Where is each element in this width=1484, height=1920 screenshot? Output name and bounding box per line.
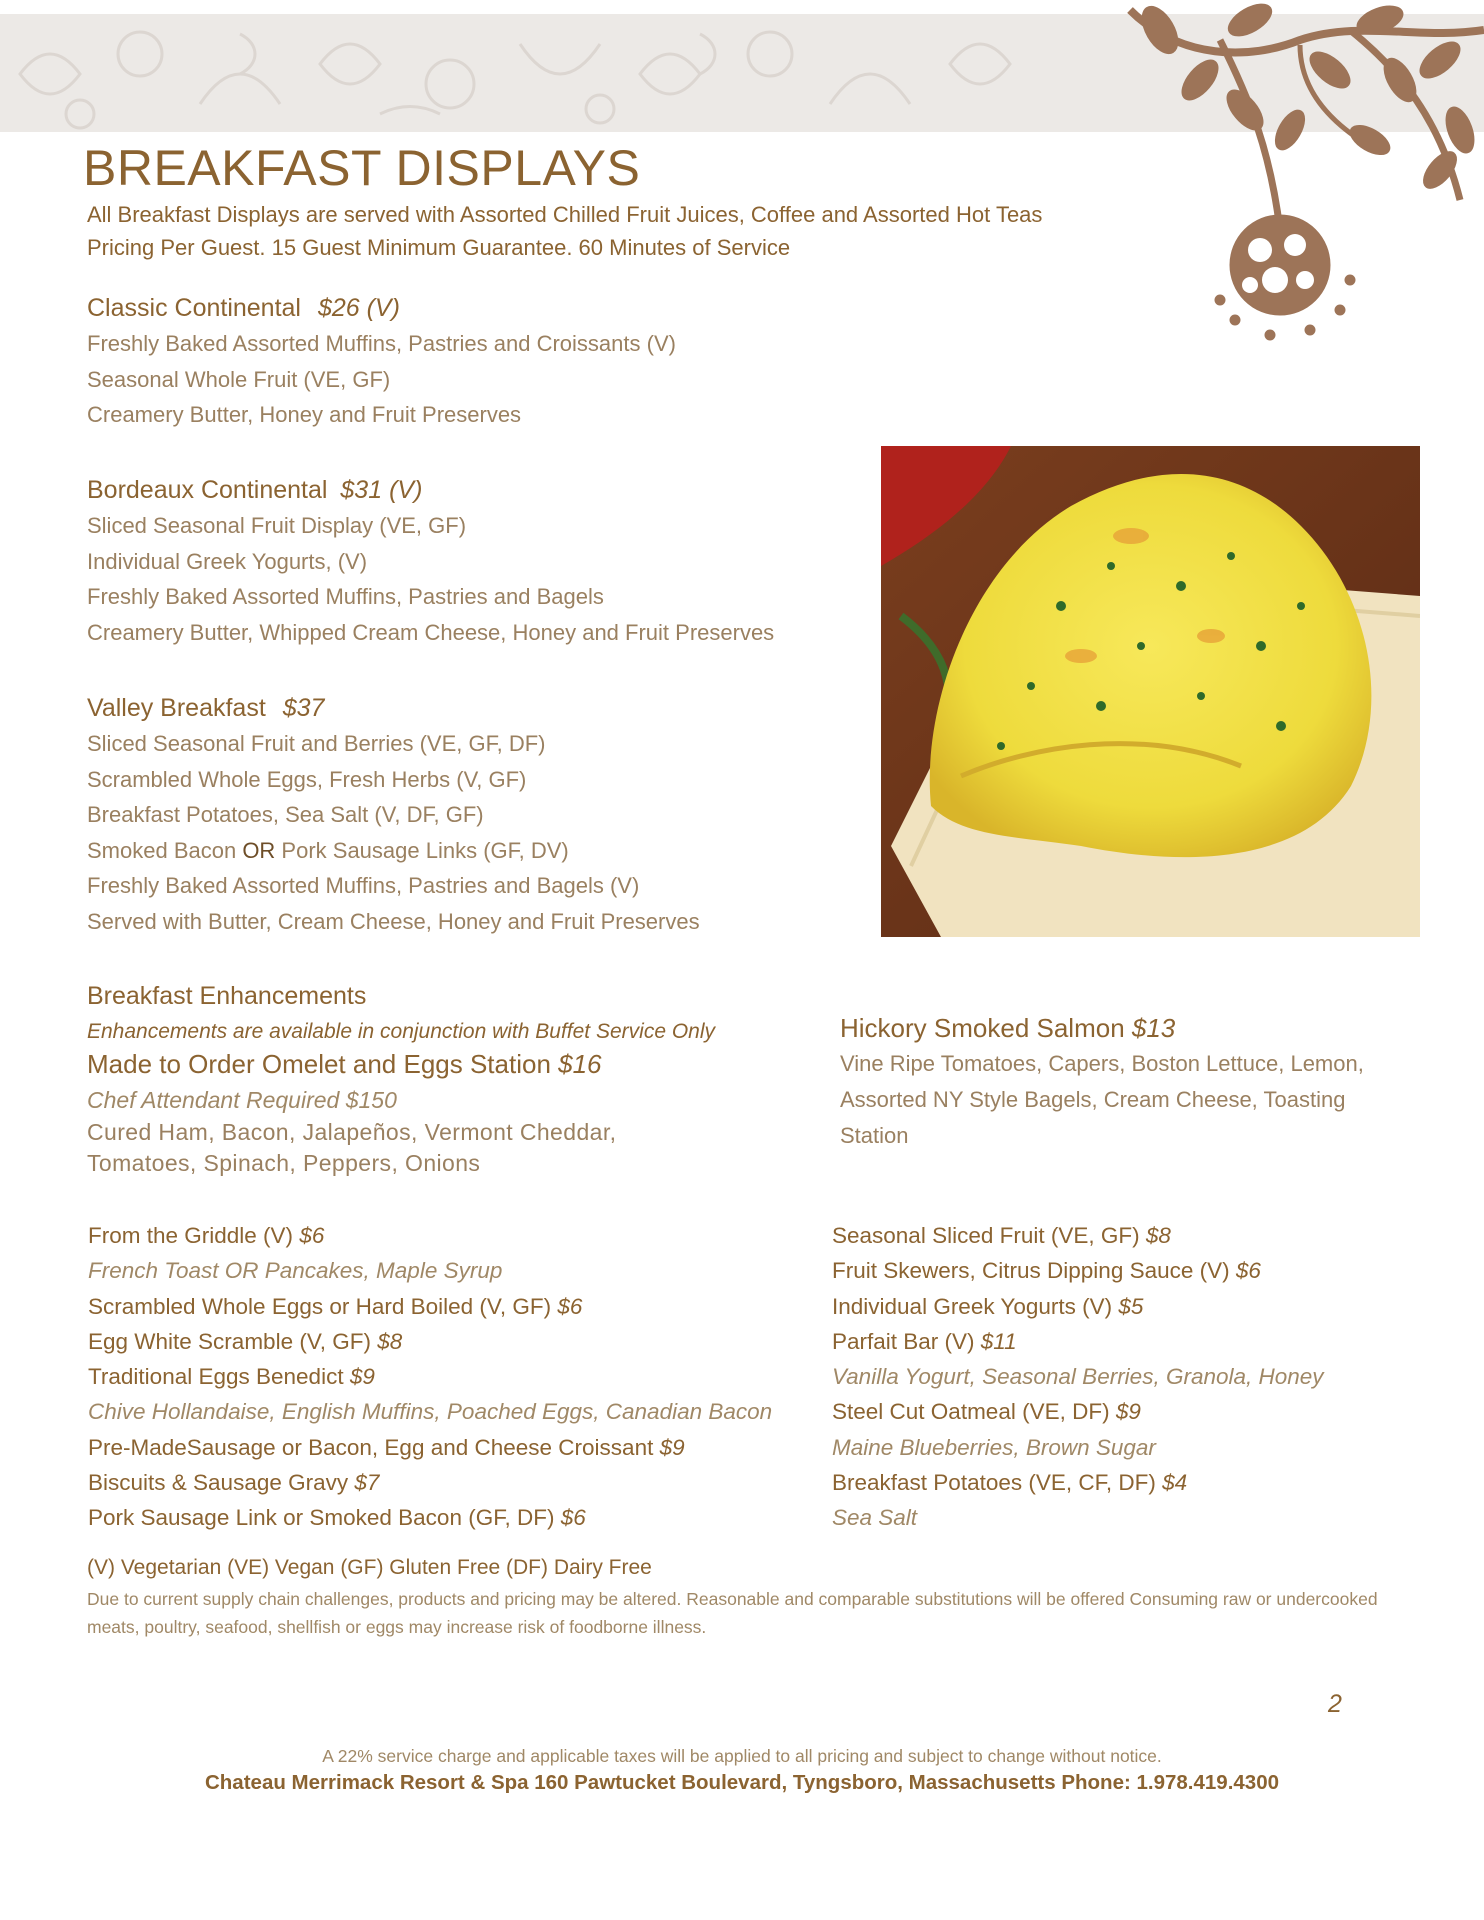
list-item — [88, 1500, 772, 1535]
list-item — [88, 1324, 772, 1359]
item-name: Biscuits & Sausage Gravy — [88, 1470, 355, 1496]
list-item: Creamery Butter, Honey and Fruit Preserves — [87, 402, 522, 427]
section-price: $37 — [282, 694, 325, 722]
sausage-option: Pork Sausage Links (GF, DV) — [275, 837, 569, 863]
bacon-option: Smoked Bacon — [87, 837, 243, 863]
list-item: Seasonal Whole Fruit (VE, GF) — [87, 366, 391, 392]
section-price: $31 (V) — [340, 476, 423, 504]
omelet-photo — [881, 446, 1420, 937]
list-item — [87, 833, 700, 869]
list-item: Freshly Baked Assorted Muffins, Pastries and Croissants (V) — [87, 331, 676, 356]
item-name: Egg White Scramble (V, GF) — [88, 1328, 378, 1354]
item-name: Traditional Eggs Benedict — [88, 1364, 350, 1390]
section-bordeaux-continental — [87, 472, 774, 650]
dietary-legend: (V) Vegetarian (VE) Vegan (GF) Gluten Free (DF) Dairy Free — [87, 1556, 652, 1579]
resort-address: Chateau Merrimack Resort & Spa 160 Pawtucket Boulevard, Tyngsboro, Massachusetts Phone: 1.978.419.4300 — [204, 1771, 1279, 1794]
item-description: French Toast OR Pancakes, Maple Syrup — [88, 1258, 503, 1284]
list-item: Scrambled Whole Eggs, Fresh Herbs (V, GF) — [87, 766, 527, 792]
list-item — [88, 1359, 772, 1394]
item-price: $11 — [980, 1328, 1017, 1354]
intro-text — [87, 198, 1042, 264]
section-price: $13 — [1131, 1013, 1176, 1043]
omelet-fillings — [87, 1117, 616, 1179]
item-name: Steel Cut Oatmeal (VE, DF) — [832, 1399, 1116, 1425]
item-name: Scrambled Whole Eggs or Hard Boiled (V, GF) — [88, 1293, 558, 1319]
list-item — [88, 1289, 772, 1324]
enhancements-heading: Breakfast Enhancements — [87, 982, 367, 1010]
section-heading — [87, 472, 774, 508]
intro-line-1: All Breakfast Displays are served with Assorted Chilled Fruit Juices, Coffee and Assorted Hot Teas — [87, 202, 1043, 227]
enhancements-note: Enhancements are available in conjunction with Buffet Service Only — [87, 1020, 716, 1043]
item-price: $9 — [1115, 1399, 1141, 1425]
section-name: Valley Breakfast — [87, 694, 266, 722]
list-item — [88, 1430, 772, 1465]
list-item: Freshly Baked Assorted Muffins, Pastries and Bagels — [87, 584, 604, 609]
service-charge-note: A 22% service charge and applicable taxes will be applied to all pricing and subject to change without notice. — [322, 1746, 1162, 1766]
item-price: $6 — [1235, 1258, 1261, 1284]
station-price: $16 — [558, 1049, 602, 1079]
list-item: Creamery Butter, Whipped Cream Cheese, Honey and Fruit Preserves — [87, 619, 775, 645]
item-price: $6 — [299, 1223, 325, 1248]
or-word: OR — [242, 837, 276, 863]
right-enhancement-list — [832, 1218, 1324, 1536]
list-item — [88, 1218, 772, 1253]
item-name: Parfait Bar (V) — [832, 1328, 981, 1354]
item-description: Sea Salt — [832, 1505, 918, 1531]
omelet-station — [87, 1047, 602, 1081]
item-price: $5 — [1118, 1293, 1144, 1319]
item-description: Vanilla Yogurt, Seasonal Berries, Granola, Honey — [832, 1364, 1324, 1390]
section-name: Hickory Smoked Salmon — [840, 1013, 1132, 1043]
item-price: $6 — [560, 1505, 586, 1531]
left-enhancement-list — [88, 1218, 772, 1536]
list-item — [832, 1324, 1324, 1359]
item-price: $8 — [1145, 1223, 1171, 1248]
supply-disclaimer: Due to current supply chain challenges, products and pricing may be altered. Reasonable and comparable substitutions will be offered Consuming raw or undercooked meats, poultry, seafood, shellfish or eggs may increase risk of foodborne illness. — [87, 1589, 1378, 1637]
section-heading — [840, 1010, 1364, 1046]
section-heading — [87, 290, 676, 326]
list-item: Sliced Seasonal Fruit Display (VE, GF) — [87, 513, 467, 538]
list-item — [832, 1465, 1324, 1500]
item-price: $7 — [354, 1470, 380, 1496]
chef-attendant-note: Chef Attendant Required $150 — [87, 1087, 397, 1113]
item-name: Individual Greek Yogurts (V) — [832, 1293, 1119, 1319]
section-smoked-salmon — [840, 1010, 1364, 1154]
page-number: 2 — [1328, 1690, 1342, 1718]
list-item — [832, 1394, 1324, 1429]
fillings-line-1: Cured Ham, Bacon, Jalapeños, Vermont Cheddar, — [87, 1119, 617, 1145]
salmon-desc-line-1: Vine Ripe Tomatoes, Capers, Boston Lettuce, Lemon, — [840, 1051, 1364, 1076]
section-classic-continental — [87, 290, 676, 433]
item-description: Maine Blueberries, Brown Sugar — [832, 1434, 1156, 1460]
list-item — [88, 1465, 772, 1500]
item-name: Pork Sausage Link or Smoked Bacon (GF, DF) — [88, 1505, 561, 1531]
salmon-desc-line-2: Assorted NY Style Bagels, Cream Cheese, Toasting — [840, 1087, 1346, 1112]
salmon-desc-line-3: Station — [840, 1123, 909, 1148]
floral-ornament-icon — [1100, 0, 1484, 360]
item-name: From the Griddle (V) — [88, 1223, 300, 1248]
item-name: Breakfast Potatoes (VE, CF, DF) — [832, 1470, 1163, 1496]
intro-line-2: Pricing Per Guest. 15 Guest Minimum Guarantee. 60 Minutes of Service — [87, 235, 791, 260]
section-name: Bordeaux Continental — [87, 476, 328, 504]
item-price: $6 — [557, 1293, 583, 1319]
item-name: Pre-MadeSausage or Bacon, Egg and Cheese Croissant — [88, 1434, 660, 1460]
item-name: Fruit Skewers, Citrus Dipping Sauce (V) — [832, 1258, 1236, 1284]
section-valley-breakfast — [87, 690, 700, 939]
list-item: Served with Butter, Cream Cheese, Honey and Fruit Preserves — [87, 908, 700, 934]
list-item: Freshly Baked Assorted Muffins, Pastries and Bagels (V) — [87, 873, 640, 898]
list-item: Breakfast Potatoes, Sea Salt (V, DF, GF) — [87, 802, 484, 827]
list-item: Sliced Seasonal Fruit and Berries (VE, GF, DF) — [87, 731, 546, 756]
page-title: BREAKFAST DISPLAYS — [83, 140, 641, 196]
item-price: $4 — [1162, 1470, 1188, 1496]
list-item — [832, 1218, 1324, 1253]
list-item: Individual Greek Yogurts, (V) — [87, 548, 368, 574]
item-price: $9 — [659, 1434, 685, 1460]
item-name: Seasonal Sliced Fruit (VE, GF) — [832, 1223, 1146, 1248]
item-price: $8 — [377, 1328, 403, 1354]
section-name: Classic Continental — [87, 294, 301, 322]
item-description: Chive Hollandaise, English Muffins, Poached Eggs, Canadian Bacon — [88, 1399, 773, 1425]
list-item — [832, 1253, 1324, 1288]
section-price: $26 (V) — [317, 294, 400, 322]
item-price: $9 — [349, 1364, 375, 1390]
station-name: Made to Order Omelet and Eggs Station — [87, 1049, 559, 1079]
fillings-line-2: Tomatoes, Spinach, Peppers, Onions — [87, 1150, 481, 1176]
section-heading — [87, 690, 700, 726]
list-item — [832, 1289, 1324, 1324]
